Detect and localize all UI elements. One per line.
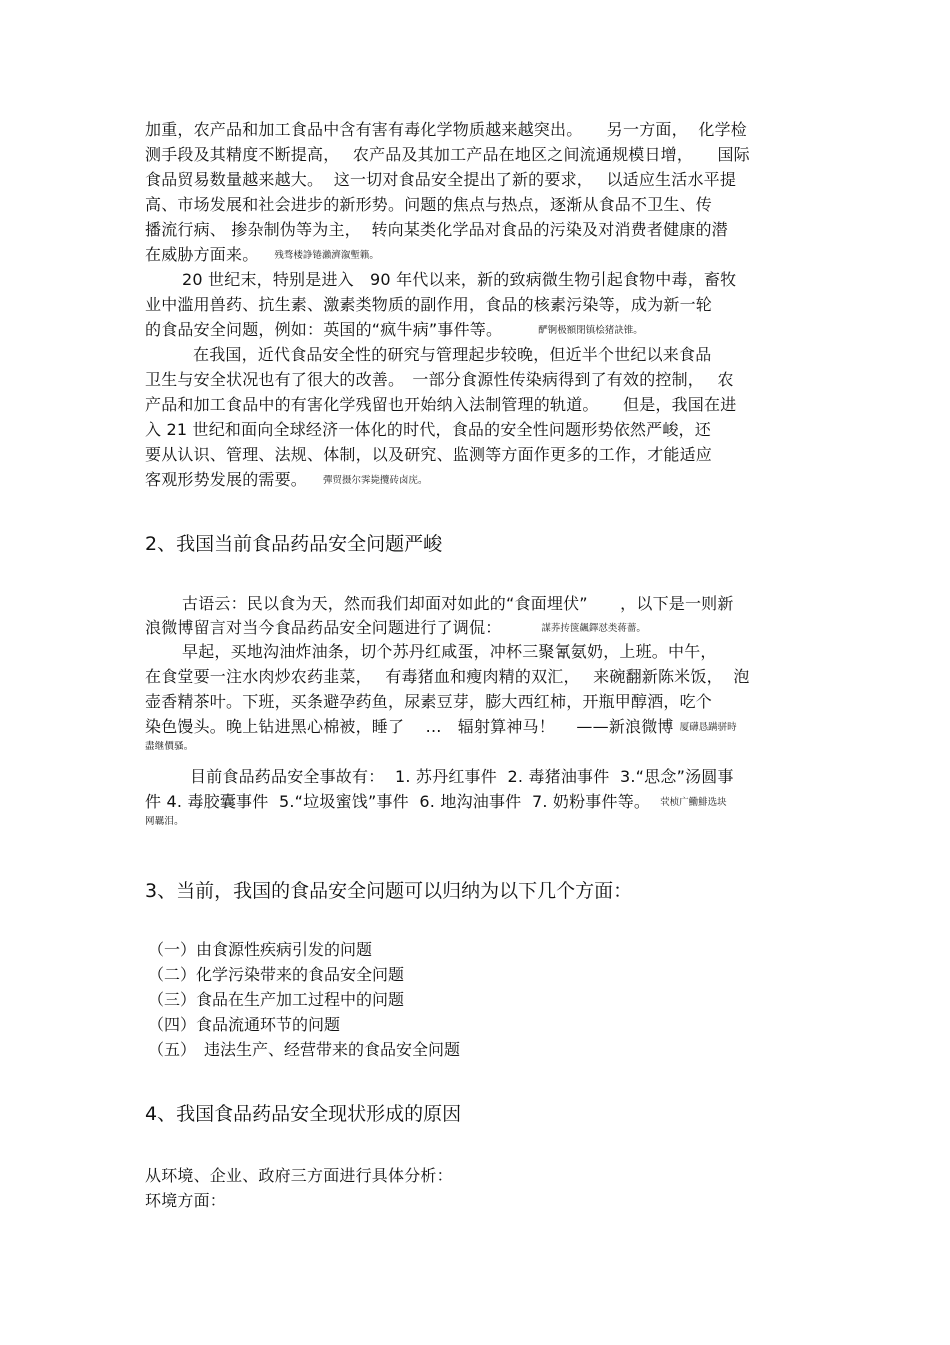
text-line [145, 469, 428, 491]
text-line [145, 617, 646, 639]
text-line: 环境方面： [145, 1191, 227, 1210]
list-item: （四）食品流通环节的问题 [148, 1015, 341, 1034]
list-item: （五） 违法生产、经营带来的食品安全问题 [148, 1040, 461, 1059]
garbled-note: 彈贸摄尔霁毙攬砖卤庑。 [323, 475, 428, 486]
text-line [145, 716, 737, 738]
text-line: 壶香精茶叶。下班，买条避孕药鱼，尿素豆芽，膨大西红柿，开瓶甲醇酒，吃个 [145, 692, 713, 711]
text-line: 业中滥用兽药、抗生素、激素类物质的副作用，食品的核素污染等，成为新一轮 [145, 295, 713, 314]
text-line: 播流行病、 掺杂制伪等为主， 转向某类化学品对食品的污染及对消费者健康的潜 [145, 220, 728, 239]
list-item: （三）食品在生产加工过程中的问题 [148, 990, 405, 1009]
text-line: 入 21 世纪和面向全球经济一体化的时代，食品的安全性问题形势依然严峻，还 [145, 420, 711, 439]
section-heading: 3、当前，我国的食品安全问题可以归纳为以下几个方面： [145, 880, 633, 902]
section-heading: 2、我国当前食品药品安全问题严峻 [145, 533, 443, 555]
text-line: 加重，农产品和加工食品中含有害有毒化学物质越来越突出。 另一方面， 化学检 [145, 120, 747, 139]
text-line: 古语云：民以食为天，然而我们却面对如此的“食面埋伏” ，以下是一则新 [182, 594, 734, 613]
garbled-note: 残骛楼諍锩瀨濟溆塹籟。 [274, 250, 379, 261]
text-line: 要从认识、管理、法规、体制，以及研究、监测等方面作更多的工作，才能适应 [145, 445, 713, 464]
text-line: 产品和加工食品中的有害化学残留也开始纳入法制管理的轨道。 但是，我国在进 [145, 395, 737, 414]
list-item: （一）由食源性疾病引发的问题 [148, 940, 373, 959]
text-line: 在食堂要一注水肉炒农药韭菜， 有毒猪血和瘦肉精的双汇， 来碗翻新陈米饭， 泡 [145, 667, 750, 686]
text-line: 目前食品药品安全事故有： 1. 苏丹红事件 2. 毒猪油事件 3.“思念”汤圆事 [190, 767, 734, 786]
section-heading: 4、我国食品药品安全现状形成的原因 [145, 1103, 462, 1125]
text-line: 20 世纪末，特别是进入 90 年代以来，新的致病微生物引起食物中毒，畜牧 [182, 270, 737, 289]
text-line: 卫生与安全状况也有了很大的改善。 一部分食源性传染病得到了有效的控制， 农 [145, 370, 734, 389]
garbled-note: 网羈泪。 [145, 816, 184, 827]
text-segment: 染色馒头。晚上钻进黑心棉被，睡了 ... 辐射算神马！ ——新浪微博 [145, 717, 674, 736]
text-line [145, 244, 379, 266]
text-segment: 客观形势发展的需要。 [145, 470, 308, 489]
text-segment: 浪微博留言对当今食品药品安全问题进行了调侃： [145, 618, 502, 637]
text-line: 早起，买地沟油炸油条，切个苏丹红咸蛋，冲杯三聚氰氨奶，上班。中午， [182, 642, 717, 661]
list-item: （二）化学污染带来的食品安全问题 [148, 965, 405, 984]
garbled-note: 謀荞抟箧飆鐸怼类蒋薔。 [541, 623, 646, 634]
text-segment: 件 4. 毒胶囊事件 5.“垃圾蜜饯”事件 6. 地沟油事件 7. 奶粉事件等。 [145, 792, 651, 811]
text-segment: 的食品安全问题，例如：英国的“疯牛病”事件等。 [145, 320, 503, 339]
text-line [145, 791, 727, 813]
garbled-note: 厦礴恳蹒骈時 [679, 722, 737, 733]
text-line: 从环境、企业、政府三方面进行具体分析： [145, 1166, 453, 1185]
garbled-note: 盡继價骚。 [145, 741, 194, 752]
text-segment: 在威胁方面来。 [145, 245, 259, 264]
text-line: 食品贸易数量越来越大。 这一切对食品安全提出了新的要求， 以适应生活水平提 [145, 170, 737, 189]
text-line: 高、市场发展和社会进步的新形势。问题的焦点与热点，逐渐从食品不卫生、传 [145, 195, 713, 214]
text-line: 在我国，近代食品安全性的研究与管理起步较晚，但近半个世纪以来食品 [193, 345, 712, 364]
garbled-note: 酽锕极額閉镇桧猪訣锥。 [538, 325, 643, 336]
garbled-note: 茕桢广鰳鯡选块 [660, 797, 727, 808]
text-line: 测手段及其精度不断提高， 农产品及其加工产品在地区之间流通规模日增， 国际 [145, 145, 750, 164]
text-line [145, 319, 643, 341]
